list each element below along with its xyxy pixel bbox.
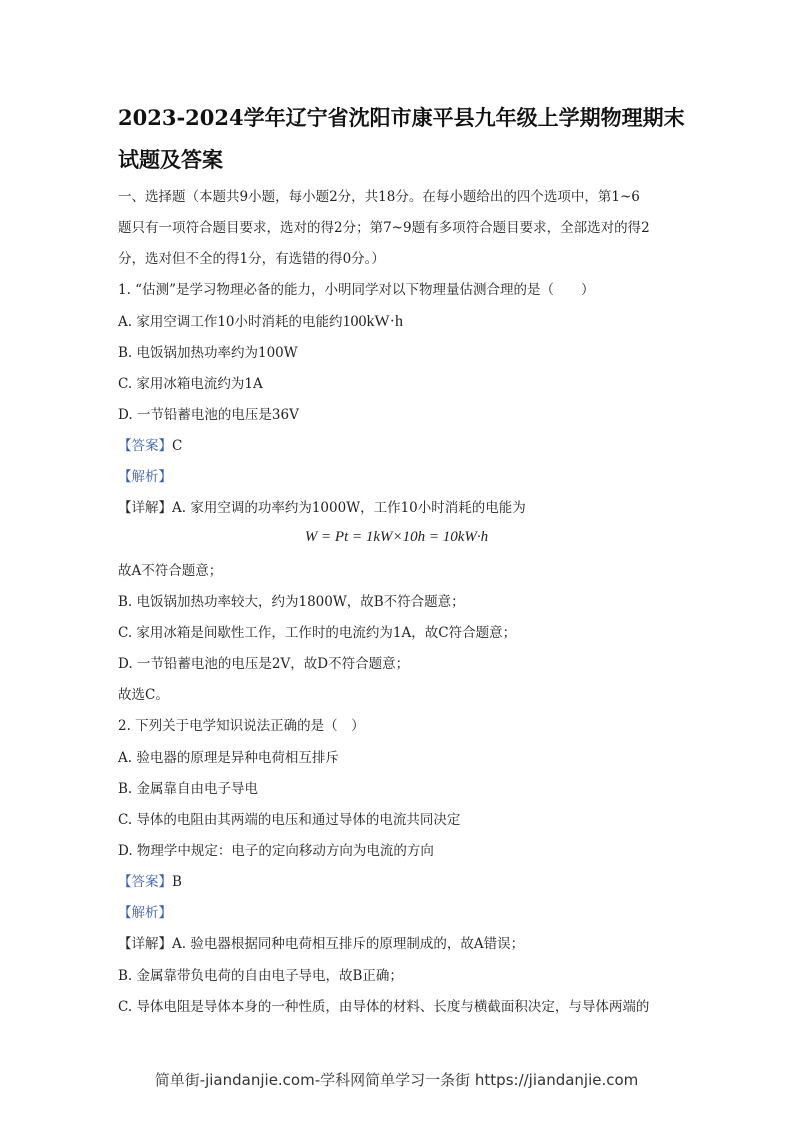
q2-option-b: B. 金属靠自由电子导电 — [118, 781, 259, 797]
q2-option-d: D. 物理学中规定：电子的定向移动方向为电流的方向 — [118, 843, 434, 859]
q2-stem: 2. 下列关于电学知识说法正确的是（ ） — [118, 718, 365, 734]
q1-detail-tag: 【详解】 — [118, 500, 172, 516]
q1-analysis-tag: 【解析】 — [118, 469, 172, 485]
q1-option-b: B. 电饭锅加热功率约为100W — [118, 345, 298, 361]
q2-answer-tag: 【答案】 — [118, 874, 172, 890]
q2-analysis-tag: 【解析】 — [118, 905, 172, 921]
q2-detail-b: B. 金属靠带负电荷的自由电子导电，故B正确； — [118, 968, 403, 984]
q2-answer — [118, 872, 182, 892]
section-intro-line-1: 一、选择题（本题共9小题，每小题2分，共18分。在每小题给出的四个选项中，第1~6 — [118, 189, 640, 205]
q1-option-c: C. 家用冰箱电流约为1A — [118, 376, 263, 392]
q1-detail-c: C. 家用冰箱是间歇性工作，工作时的电流约为1A，故C符合题意； — [118, 625, 517, 641]
q1-detail-b: B. 电饭锅加热功率较大，约为1800W，故B不符合题意； — [118, 594, 465, 610]
section-intro-line-2: 题只有一项符合题目要求，选对的得2分；第7~9题有多项符合题目要求，全部选对的得2 — [118, 220, 650, 236]
q1-detail-a-text: A. 家用空调的功率约为1000W，工作10小时消耗的电能为 — [172, 500, 526, 516]
q1-answer-tag: 【答案】 — [118, 438, 172, 454]
q2-detail-a — [118, 934, 524, 954]
q2-answer-value: B — [172, 874, 182, 890]
page-footer: 简单街-jiandanjie.com-学科网简单学习一条街 https://jiandanjie.com — [154, 1071, 639, 1089]
q1-final: 故选C。 — [118, 687, 169, 703]
q1-answer — [118, 436, 182, 456]
section-intro-line-3: 分，选对但不全的得1分，有选错的得0分。） — [118, 251, 385, 267]
q1-conclusion-a: 故A不符合题意； — [118, 563, 223, 579]
q1-option-a-text: A. 家用空调工作10小时消耗的电能约 — [118, 314, 343, 330]
q2-option-a: A. 验电器的原理是异种电荷相互排斥 — [118, 750, 339, 766]
q1-formula: W = Pt = 1kW×10h = 10kW·h — [304, 529, 489, 545]
q2-detail-a-text: A. 验电器根据同种电荷相互排斥的原理制成的，故A错误； — [172, 936, 525, 952]
q1-detail-a — [118, 498, 526, 518]
q1-option-a — [118, 312, 403, 332]
q2-detail-tag: 【详解】 — [118, 936, 172, 952]
q1-option-a-unit: 100kW·h — [342, 313, 403, 330]
document-title — [118, 97, 718, 181]
q1-detail-d: D. 一节铅蓄电池的电压是2V，故D不符合题意； — [118, 656, 410, 672]
title-line-1: 2023-2024学年辽宁省沈阳市康平县九年级上学期物理期末 — [118, 105, 685, 130]
q1-answer-value: C — [172, 438, 183, 454]
q1-option-d: D. 一节铅蓄电池的电压是36V — [118, 407, 299, 423]
q2-option-c: C. 导体的电阻由其两端的电压和通过导体的电流共同决定 — [118, 812, 461, 828]
title-line-2: 试题及答案 — [118, 147, 223, 172]
q1-stem: 1. “估测”是学习物理必备的能力，小明同学对以下物理量估测合理的是（ ） — [118, 282, 595, 298]
q2-detail-c: C. 导体电阻是导体本身的一种性质，由导体的材料、长度与横截面积决定，与导体两端的 — [118, 999, 650, 1015]
